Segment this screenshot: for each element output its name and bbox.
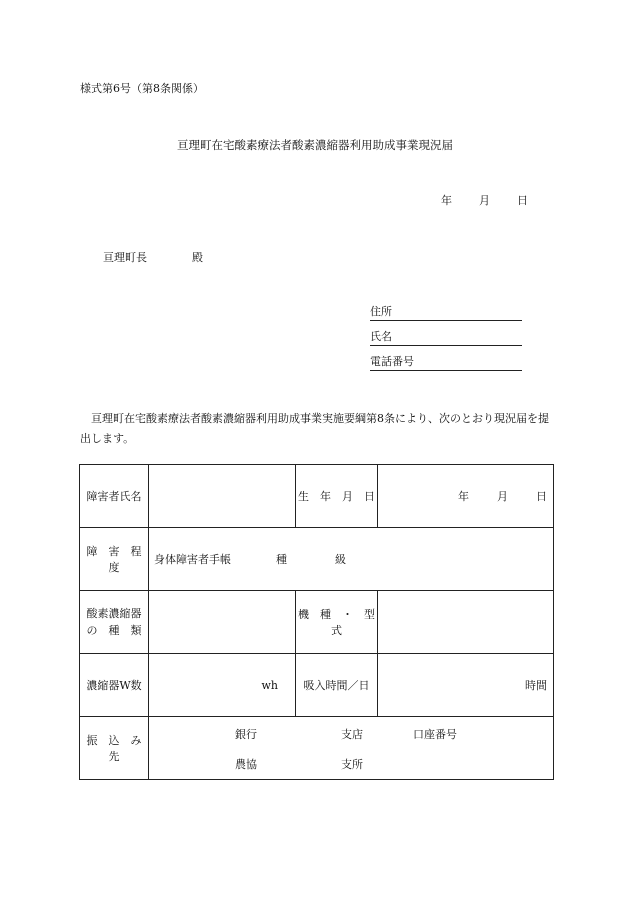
table-row [80, 591, 554, 654]
table-row [80, 717, 554, 780]
wattage-label: 濃縮器W数 [80, 654, 149, 717]
birthdate-field[interactable] [378, 465, 554, 528]
disabled-name-label: 障害者氏名 [80, 465, 149, 528]
wattage-unit: wh [261, 678, 278, 692]
document-title: 亘理町在宅酸素療法者酸素濃縮器利用助成事業現況届 [177, 138, 453, 152]
branch-label: 支店 [341, 728, 363, 741]
birth-day-label: 日 [536, 490, 547, 503]
birth-month-label: 月 [497, 490, 508, 503]
model-label: 機 種 ・ 型 式 [296, 591, 378, 654]
table-row [80, 465, 554, 528]
wattage-field[interactable] [149, 654, 296, 717]
inhalation-time-label: 吸入時間／日 [296, 654, 378, 717]
table-row [80, 528, 554, 591]
form-number: 様式第6号（第8条関係） [80, 82, 204, 95]
inhalation-time-field[interactable] [378, 654, 554, 717]
addressee [103, 249, 203, 265]
phone-label: 電話番号 [370, 355, 414, 368]
transfer-destination-label: 振 込 み 先 [80, 717, 149, 780]
birthdate-label: 生 年 月 日 [296, 465, 378, 528]
date-year-label: 年 [441, 194, 452, 207]
submission-date [441, 192, 528, 208]
concentrator-type-field[interactable] [149, 591, 296, 654]
addressee-honorific: 殿 [192, 251, 203, 264]
date-month-label: 月 [479, 194, 490, 207]
handbook-label: 身体障害者手帳 [154, 553, 231, 566]
account-number-label: 口座番号 [413, 728, 457, 741]
coop-label: 農協 [235, 758, 257, 771]
name-field[interactable] [370, 329, 522, 346]
grade-label: 級 [335, 553, 346, 566]
table-row [80, 654, 554, 717]
concentrator-type-label-line1: 酸素濃縮器 [86, 607, 142, 620]
name-label: 氏名 [370, 330, 392, 343]
type-label: 種 [276, 553, 287, 566]
address-label: 住所 [370, 305, 392, 318]
disability-level-field[interactable] [149, 528, 554, 591]
model-field[interactable] [378, 591, 554, 654]
disability-level-label: 障 害 程 度 [80, 528, 149, 591]
time-unit: 時間 [525, 679, 547, 692]
disabled-name-field[interactable] [149, 465, 296, 528]
bank-label: 銀行 [235, 728, 257, 741]
report-table [79, 464, 554, 780]
body-text: 亘理町在宅酸素療法者酸素濃縮器利用助成事業実施要綱第8条により、次のとおり現況届を提出します。 [80, 412, 549, 445]
address-field[interactable] [370, 304, 522, 321]
addressee-name: 亘理町長 [103, 251, 147, 264]
concentrator-type-label-line2: の 種 類 [86, 624, 142, 637]
office-label: 支所 [341, 758, 363, 771]
phone-field[interactable] [370, 354, 522, 371]
birth-year-label: 年 [458, 490, 469, 503]
concentrator-type-label [80, 591, 149, 654]
date-day-label: 日 [517, 194, 528, 207]
transfer-destination-field[interactable] [149, 717, 554, 780]
